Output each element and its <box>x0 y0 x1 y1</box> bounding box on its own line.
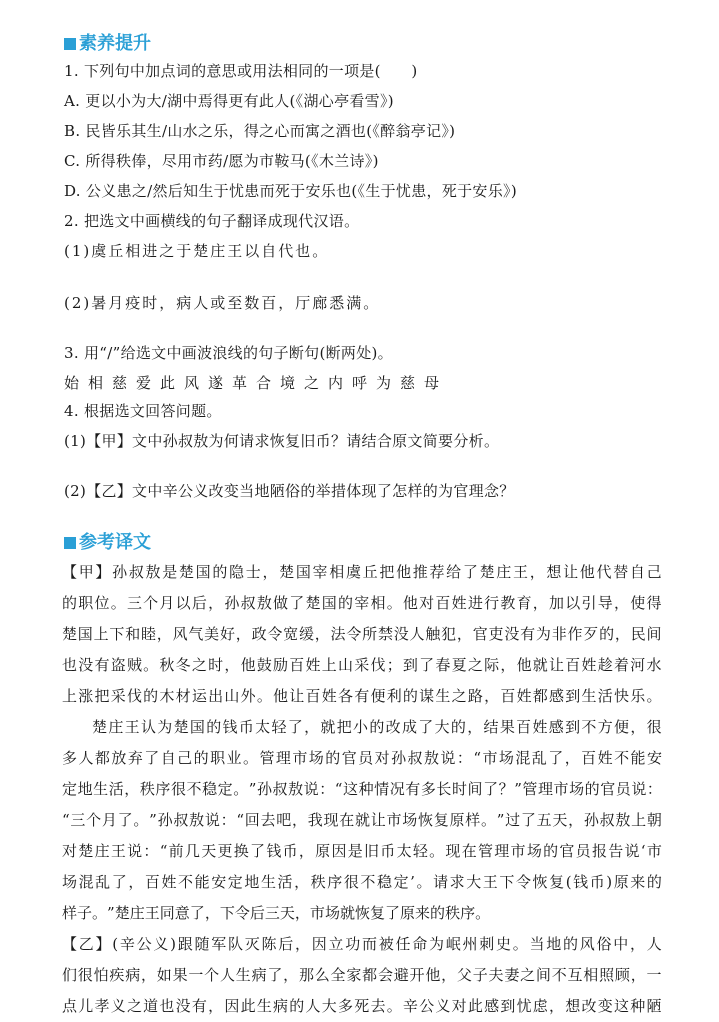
question-1-option-a: A. 更以小为大/湖中焉得更有此人(《湖心亭看雪》) <box>64 92 394 110</box>
translation-paragraph-3 <box>62 929 662 1022</box>
question-1-option-c: C. 所得秩俸，尽用市药/愿为市鞍马(《木兰诗》) <box>64 152 379 170</box>
paragraph-line: 【 甲 】 孙 叔 敖 是 楚 国 的 隐 士 ， 楚 国 宰 相 虞 丘 把 他 推 荐 给 了 楚 庄 王 ， 想 让 他 代 替 自 己 <box>62 563 662 581</box>
paragraph-line: 样 子 。 ” 楚 庄 王 同 意 了 ， 下 令 后 三 天 ， 市 场 就 恢 复 了 原 来 的 秩 序 。 <box>62 904 491 922</box>
section-title-translation <box>64 532 151 554</box>
paragraph-line: 们 很 怕 疾 病 ， 如 果 一 个 人 生 病 了 ， 那 么 全 家 都 会 避 开 他 ， 父 子 夫 妻 之 间 不 互 相 照 顾 ， 一 <box>62 966 662 984</box>
translation-paragraph-1 <box>62 557 662 712</box>
question-1-stem: 1. 下列句中加点词的意思或用法相同的一项是( ) <box>64 62 418 80</box>
paragraph-line: 上 涨 把 采 伐 的 木 材 运 出 山 外 。 他 让 百 姓 各 有 便 利 的 谋 生 之 路 ， 百 姓 都 感 到 生 活 快 乐 。 <box>62 687 662 705</box>
question-4-stem: 4. 根据选文回答问题。 <box>64 402 222 420</box>
blue-square-icon <box>64 38 76 50</box>
paragraph-line: 【 乙 】 ( 辛 公 义 ) 跟 随 军 队 灭 陈 后 ， 因 立 功 而 被 任 命 为 岷 州 刺 史 。 当 地 的 风 俗 中 ， 人 <box>62 935 662 953</box>
paragraph-line: 对 楚 庄 王 说 ： “ 前 几 天 更 换 了 钱 币 ， 原 因 是 旧 币 太 轻 。 现 在 管 理 市 场 的 官 员 报 告 说 ‘ 市 <box>62 842 662 860</box>
question-3-text: 始相慈爱此风遂革合境之内呼为慈母 <box>64 374 449 392</box>
translation-paragraph-2 <box>62 712 662 929</box>
paragraph-line: 的 职 位 。 三 个 月 以 后 ， 孙 叔 敖 做 了 楚 国 的 宰 相 。 他 对 百 姓 进 行 教 育 ， 加 以 引 导 ， 使 得 <box>62 594 662 612</box>
paragraph-line: 定 地 生 活 ， 秩 序 很 不 稳 定 。 ” 孙 叔 敖 说 ： “ 这 种 情 况 有 多 长 时 间 了 ？ ” 管 理 市 场 的 官 员 说 ： <box>62 780 662 798</box>
question-1-option-b: B. 民皆乐其生/山水之乐，得之心而寓之酒也(《醉翁亭记》) <box>64 122 456 140</box>
question-4-sub-1: (1)【甲】文中孙叔敖为何请求恢复旧币？请结合原文简要分析。 <box>64 432 500 450</box>
paragraph-line: 场 混 乱 了 ， 百 姓 不 能 安 定 地 生 活 ， 秩 序 很 不 稳 定 ’ 。 请 求 大 王 下 令 恢 复 ( 钱 币 ) 原 来 的 <box>62 873 662 891</box>
section-title-text: 参考译文 <box>79 532 151 553</box>
question-2-sub-2: (2)暑月疫时，病人或至数百，厅廊悉满。 <box>64 294 381 312</box>
paragraph-line: 点 儿 孝 义 之 道 也 没 有 ， 因 此 生 病 的 人 大 多 死 去 。 辛 公 义 对 此 感 到 忧 虑 ， 想 改 变 这 种 陋 <box>62 997 662 1015</box>
paragraph-line: “ 三 个 月 了 。 ” 孙 叔 敖 说 ： “ 回 去 吧 ， 我 现 在 就 让 市 场 恢 复 原 样 。 ” 过 了 五 天 ， 孙 叔 敖 上 朝 <box>62 811 662 829</box>
question-4-sub-2: (2)【乙】文中辛公义改变当地陋俗的举措体现了怎样的为官理念？ <box>64 482 515 500</box>
paragraph-line: 多 人 都 放 弃 了 自 己 的 职 业 。 管 理 市 场 的 官 员 对 孙 叔 敖 说 ： “ 市 场 混 乱 了 ， 百 姓 不 能 安 <box>62 749 662 767</box>
blue-square-icon <box>64 537 76 549</box>
paragraph-line: 也 没 有 盗 贼 。 秋 冬 之 时 ， 他 鼓 励 百 姓 上 山 采 伐 ； 到 了 春 夏 之 际 ， 他 就 让 百 姓 趁 着 河 水 <box>62 656 662 674</box>
paragraph-line: 楚 国 上 下 和 睦 ， 风 气 美 好 ， 政 令 宽 缓 ， 法 令 所 禁 没 人 触 犯 ， 官 吏 没 有 为 非 作 歹 的 ， 民 间 <box>62 625 662 643</box>
section-title-practice <box>64 33 151 55</box>
question-2-sub-1: (1)虞丘相进之于楚庄王以自代也。 <box>64 242 330 260</box>
question-2-stem: 2. 把选文中画横线的句子翻译成现代汉语。 <box>64 212 360 230</box>
paragraph-line: 楚 庄 王 认 为 楚 国 的 钱 币 太 轻 了 ， 就 把 小 的 改 成 了 大 的 ， 结 果 百 姓 感 到 不 方 便 ， 很 <box>92 718 662 736</box>
question-3-stem: 3. 用“/”给选文中画波浪线的句子断句(断两处)。 <box>64 344 393 362</box>
question-1-option-d: D. 公义患之/然后知生于忧患而死于安乐也(《生于忧患，死于安乐》) <box>64 182 517 200</box>
section-title-text: 素养提升 <box>79 33 151 54</box>
